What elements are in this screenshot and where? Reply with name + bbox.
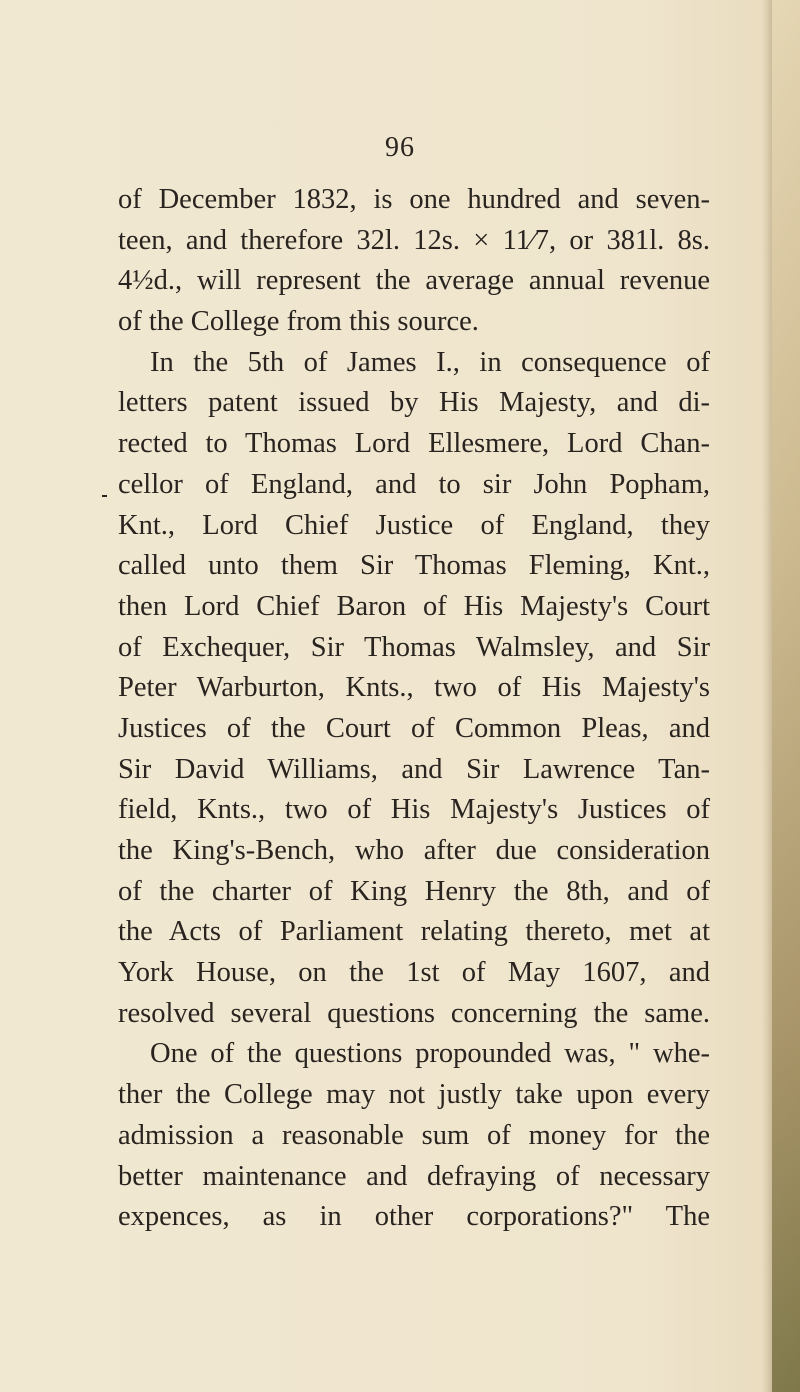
margin-mark (102, 495, 107, 497)
text-line: resolved several questions concerning the same. (118, 997, 710, 1029)
text-line: the King's-Bench, who after due consideration (118, 835, 710, 866)
text-line: of Exchequer, Sir Thomas Walmsley, and Sir (118, 631, 710, 663)
body-text (118, 180, 710, 1238)
text-line: Justices of the Court of Common Pleas, and (118, 712, 710, 744)
text-line: of the charter of King Henry the 8th, and of (118, 875, 710, 907)
text-line: One of the questions propounded was, " whe- (150, 1038, 710, 1070)
text-line: called unto them Sir Thomas Fleming, Knt., (118, 550, 710, 582)
text-line: York House, on the 1st of May 1607, and (118, 957, 710, 989)
text-line: field, Knts., two of His Majesty's Justices of (118, 794, 710, 826)
text-line: Knt., Lord Chief Justice of England, they (118, 509, 710, 541)
text-line: ther the College may not justly take upon every (118, 1079, 710, 1111)
page-edge-shadow (762, 0, 772, 1392)
text-line: In the 5th of James I., in consequence of (150, 346, 710, 378)
text-line: better maintenance and defraying of necessary (118, 1160, 710, 1192)
text-line: of the College from this source. (118, 306, 479, 338)
text-line: Sir David Williams, and Sir Lawrence Tan- (118, 753, 710, 785)
text-line: then Lord Chief Baron of His Majesty's Court (118, 590, 710, 622)
text-line: Peter Warburton, Knts., two of His Majesty's (118, 672, 710, 704)
text-line: of December 1832, is one hundred and seven- (118, 184, 710, 215)
text-line: letters patent issued by His Majesty, and di- (118, 387, 710, 419)
page-number: 96 (385, 132, 415, 163)
text-line: teen, and therefore 32l. 12s. × 11⁄7, or 381l. 8s. (118, 224, 710, 256)
text-line: rected to Thomas Lord Ellesmere, Lord Chan- (118, 428, 710, 460)
page-edge-stain (772, 0, 800, 1392)
text-line: the Acts of Parliament relating thereto, met at (118, 916, 710, 948)
text-line: 4½d., will represent the average annual revenue (118, 265, 710, 297)
text-line: expences, as in other corporations?" The (118, 1201, 710, 1233)
text-line: admission a reasonable sum of money for the (118, 1119, 710, 1151)
text-line: cellor of England, and to sir John Popham, (118, 468, 710, 500)
